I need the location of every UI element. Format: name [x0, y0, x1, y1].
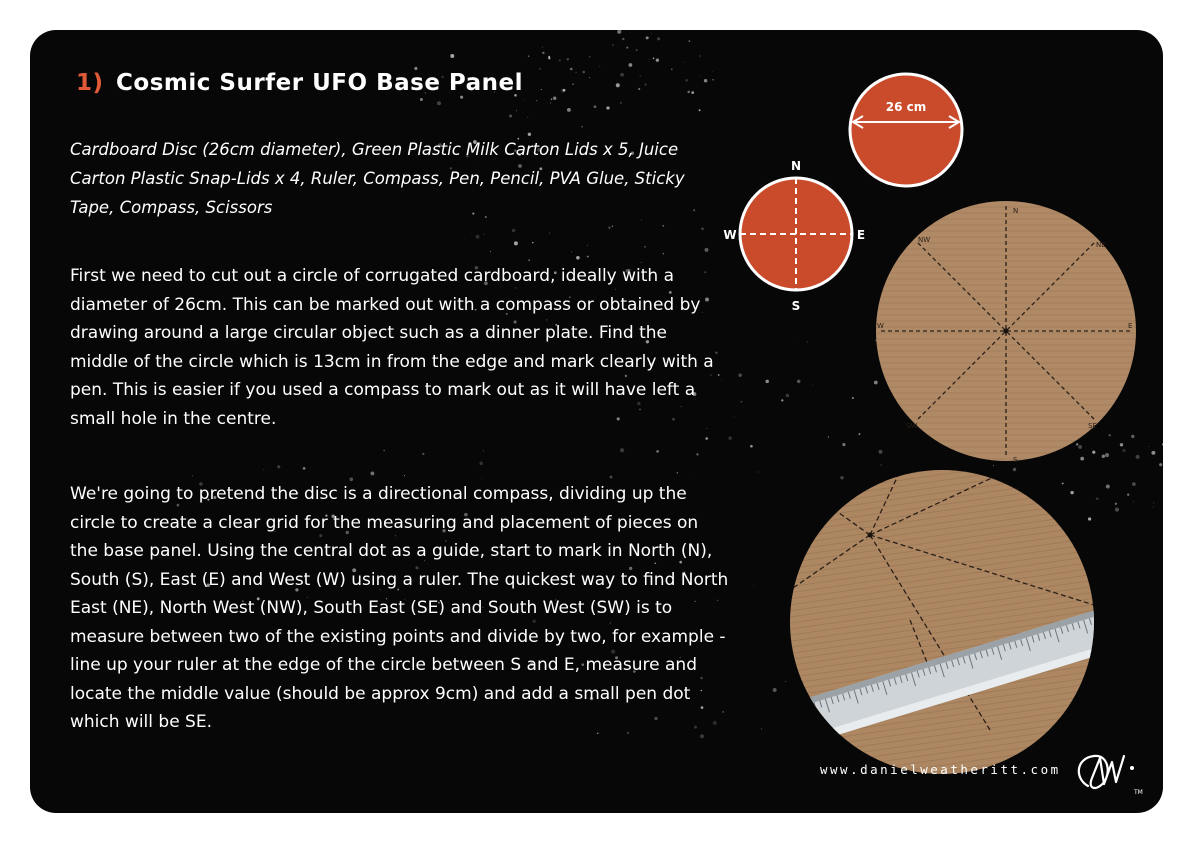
photo-label-w: W	[877, 322, 884, 330]
website-url: www.danielweatheritt.com	[820, 762, 1061, 777]
photo-label-e: E	[1128, 322, 1133, 330]
compass-label-n: N	[790, 159, 802, 173]
compass-label-w: W	[723, 228, 737, 242]
materials-list: Cardboard Disc (26cm diameter), Green Plastic Milk Carton Lids x 5, Juice Carton Plastic Snap-Lids x 4, Ruler, Compass, Pen, Pencil, PVA Glue, Sticky Tape, Compass, Scissors	[70, 140, 685, 217]
compass-illustration	[723, 159, 865, 313]
instruction-panel	[30, 30, 1163, 813]
photo-label-n: N	[1013, 207, 1019, 215]
disc-centre-dot	[1004, 329, 1009, 334]
photo-label-nw: NW	[918, 236, 931, 244]
diagram-area	[30, 30, 1163, 813]
instructions-paragraph-1: First we need to cut out a circle of corrugated cardboard, ideally with a diameter of 26cm. This can be marked out with a compass or obtained by drawing around a large circular object such as a dinner plate. Find the middle of the circle which is 13cm in from the edge and mark clearly with a pen. This is easier if you used a compass to mark out as it will have left a small hole in the centre.	[70, 266, 714, 429]
title-text: Cosmic Surfer UFO Base Panel	[116, 70, 524, 96]
cardboard-disc-photo	[876, 201, 1136, 464]
instructions-paragraph-2: We're going to pretend the disc is a directional compass, dividing up the circle to create a clear grid for the measuring and placement of pieces on the base panel. Using the central dot as a guide, start to mark in North (N), South (S), East (E) and West (W) using a ruler. The quickest way to find North East (NE), North West (NW), South East (SE) and South West (SW) is to measure between two of the existing points and divide by two, for example - line up your ruler at the edge of the circle between S and E, measure and locate the middle value (should be approx 9cm) and add a small pen dot which will be SE.	[70, 484, 729, 732]
diameter-disc	[850, 74, 962, 186]
photo-label-sw: SW	[906, 422, 918, 430]
trademark-mark: TM	[1134, 789, 1143, 796]
diameter-label: 26 cm	[885, 100, 927, 114]
photo-label-s: S	[1013, 456, 1018, 464]
ruler-measuring-photo	[762, 450, 1138, 790]
photo-label-se: SE	[1088, 422, 1097, 430]
compass-label-e: E	[856, 228, 866, 242]
compass-label-s: S	[791, 299, 801, 313]
diameter-illustration	[850, 74, 962, 186]
photo-label-ne: NE	[1096, 241, 1106, 249]
step-number: 1)	[76, 70, 104, 96]
artist-signature	[1070, 748, 1150, 798]
